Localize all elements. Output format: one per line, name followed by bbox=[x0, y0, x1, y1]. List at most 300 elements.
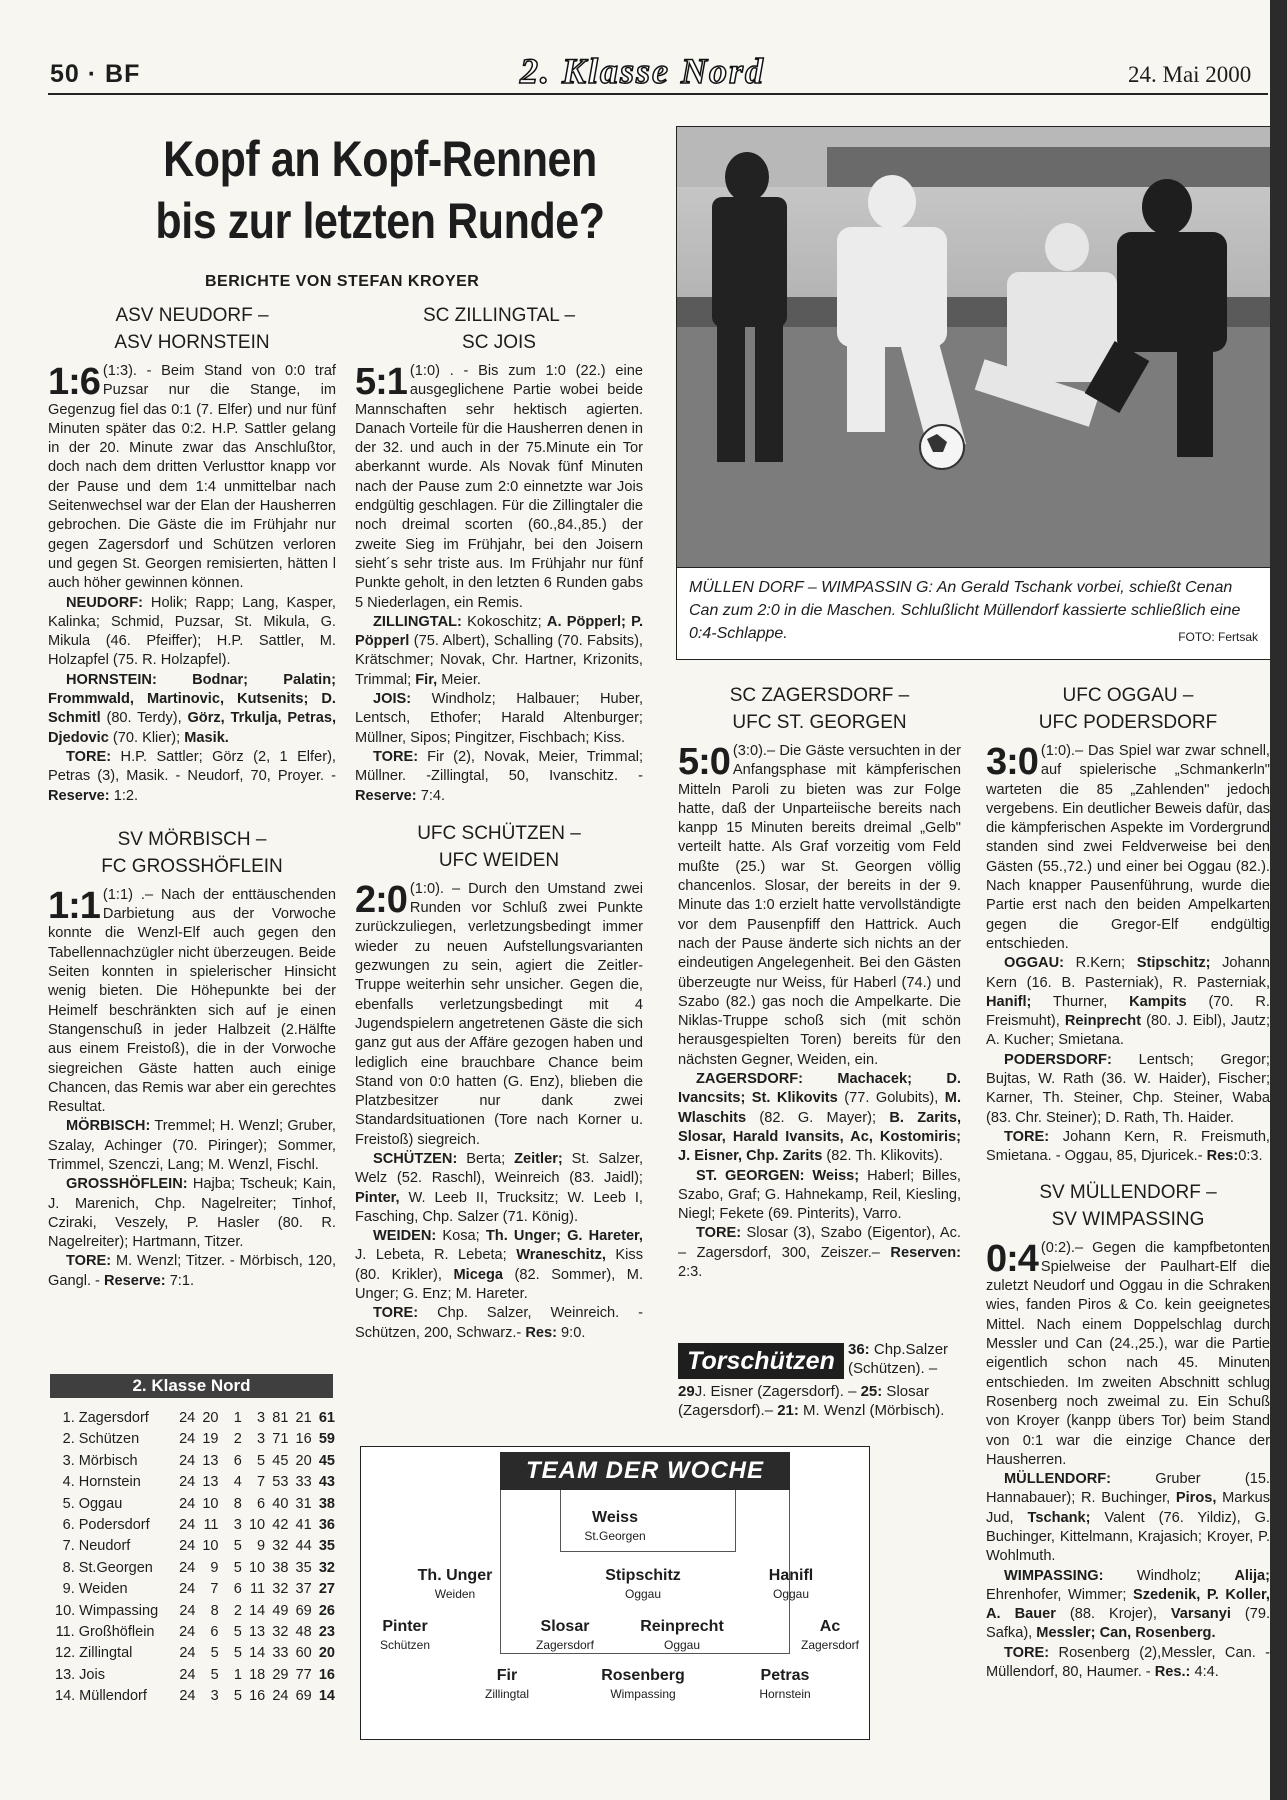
table-row bbox=[55, 1536, 335, 1557]
match-title-neudorf bbox=[48, 302, 336, 356]
points: 14 bbox=[318, 1688, 335, 1705]
stat-cell: 3 bbox=[257, 1431, 266, 1448]
points: 43 bbox=[318, 1474, 335, 1491]
stat-cell: 38 bbox=[272, 1559, 289, 1576]
team-player bbox=[350, 1617, 460, 1653]
lineup-zillingtal bbox=[355, 613, 643, 690]
lineup-label: PODERSDORF: bbox=[1004, 1051, 1112, 1068]
stat-cell: 11. bbox=[55, 1623, 75, 1640]
stat-cell: 24 bbox=[179, 1410, 196, 1426]
title-line: ASV HORNSTEIN bbox=[114, 332, 270, 353]
stat-cell: 10 bbox=[202, 1538, 219, 1555]
stat-cell: 11 bbox=[203, 1516, 219, 1533]
table-row bbox=[55, 1579, 335, 1600]
lineup-bold: A. Pöpperl; P. Pöpperl bbox=[355, 613, 644, 650]
lineup-bold: M. Wlaschits bbox=[678, 1090, 961, 1126]
league-table-title: 2. Klasse Nord bbox=[50, 1374, 333, 1398]
lineup-bold: Hanifl; bbox=[986, 993, 1032, 1010]
table-row bbox=[55, 1494, 335, 1515]
byline: BERICHTE VON STEFAN KROYER bbox=[205, 273, 480, 290]
lineup-bold: Reinprecht bbox=[1064, 1013, 1142, 1030]
lineup-text: R.Kern; bbox=[1064, 955, 1137, 972]
reserve-label: Reserve: bbox=[355, 787, 417, 804]
match-title-muellendorf bbox=[986, 1179, 1270, 1233]
article-body: (1:0).– Das Spiel war zwar schnell, auf spielerische „Schmankerln" warteten die 85 „Zahlenden" jedoch vergebens. Ein deutlicher Beweis dafür, das die kämpferischen Aspekte im Vordergrund standen sind zwei Feldverweise bei den Gästen (55.,72.) und einer bei Oggau (82.). Nach knapper Pausenführung, wurde die Partie erst nach den beiden Ampelkarten gegen die Gregor-Elf endgültig entschieden. bbox=[986, 743, 1270, 952]
lineup-text: Haberl; Billes, Szabo, Graf; G. Hahnekamp, Reil, Kiesling, Niegl; Fekete (69. Pinterits), Varro. bbox=[678, 1167, 961, 1223]
photo-caption bbox=[676, 568, 1271, 660]
scorer-name: Slosar (Zagersdorf).– bbox=[678, 1383, 929, 1419]
lineup-label: ZILLINGTAL: bbox=[373, 613, 462, 630]
column-3 bbox=[678, 682, 961, 1282]
table-row bbox=[55, 1686, 335, 1707]
scorer-goals: 29 bbox=[678, 1383, 695, 1400]
goals-neudorf bbox=[48, 748, 336, 806]
lineup-label: HORNSTEIN: Bodnar; Palatin; Frommwald, Martinovic, Kutsenits; D. Schmitl bbox=[48, 671, 336, 727]
stat-cell: 31 bbox=[295, 1495, 312, 1512]
points: 35 bbox=[318, 1538, 335, 1555]
issue-date: 24. Mai 2000 bbox=[1128, 62, 1252, 87]
lineup-text: Holik; Rapp; Lang, Kasper, Kalinka; Schmid, Puzsar, St. Mikula, G. Mikula (46. Pfeiffer); H.P. Sattler, M. Holzapfel (75. R. Holzapfel). bbox=[48, 594, 336, 669]
team-name: Jois bbox=[79, 1666, 105, 1683]
stat-cell: 7 bbox=[257, 1474, 266, 1491]
stat-cell: 24 bbox=[179, 1623, 196, 1640]
scorer-goals: 36: bbox=[848, 1341, 870, 1358]
goals-label: TORE: bbox=[696, 1225, 742, 1242]
stat-cell: 13 bbox=[202, 1452, 219, 1469]
team-name: Großhöflein bbox=[78, 1623, 155, 1640]
stat-cell: 42 bbox=[272, 1516, 289, 1533]
goals-muellendorf bbox=[986, 1644, 1270, 1683]
lineup-zagersdorf bbox=[678, 1070, 961, 1166]
team-name: Zillingtal bbox=[79, 1645, 133, 1662]
stat-cell: 21 bbox=[295, 1410, 312, 1426]
title-line: SC ZAGERSDORF – bbox=[729, 685, 910, 706]
stat-cell: 10. bbox=[55, 1602, 76, 1619]
team-player bbox=[560, 1508, 670, 1544]
team-name: Schützen bbox=[78, 1431, 140, 1448]
lineup-text: Berta; bbox=[457, 1150, 515, 1167]
stat-cell: 32 bbox=[272, 1581, 289, 1598]
table-row bbox=[55, 1515, 335, 1536]
stat-cell: 37 bbox=[295, 1581, 312, 1598]
stat-cell: 29 bbox=[272, 1666, 289, 1683]
player-name: Th. Unger bbox=[417, 1567, 493, 1584]
lineup-label: MÜLLENDORF: bbox=[1004, 1471, 1112, 1488]
reserve-label: Reserven: bbox=[890, 1244, 961, 1261]
scorer-goals: 25: bbox=[860, 1383, 883, 1400]
lineup-text: Ehrenhofer, Wimmer; bbox=[986, 1586, 1133, 1603]
stat-cell: 13. bbox=[55, 1666, 76, 1683]
lineup-text: Valent (76. Yildiz), G. Buchinger, Kittelmann, Krajasich; Kroyer, P. Wohlmuth. bbox=[986, 1509, 1270, 1565]
lineup-bold: Kampits bbox=[1129, 993, 1187, 1010]
stat-cell: 16 bbox=[295, 1431, 312, 1448]
article-neudorf bbox=[48, 362, 336, 594]
article-body: (1:0). – Durch den Umstand zwei Runden vor Schluß zwei Punkte zurückzuliegen, verletzungsbedingt immer wieder zu neuen Aufstellungsvarianten gezwungen zu sein, agiert die Zeitler-Truppe weiterhin sehr unsicher. Gegen die, ebenfalls verletzungsbedingt mit 4 Jugendspielern angetretenen Gäste die sich ganz gut aus der Affäre gezogen haben und lediglich eine brauchbare Chance beim Stand von 0:0 hatten (G. Enz), blieben die Platzbesitzer nur dank zwei Standardsituationen (Tore nach Korner u. Freistoß) siegreich. bbox=[355, 880, 643, 1148]
lineup-oggau bbox=[986, 954, 1270, 1050]
points: 38 bbox=[318, 1495, 335, 1512]
lineup-text: (82. G. Mayer); bbox=[746, 1109, 890, 1126]
goals-text: H.P. Sattler; Görz (2, 1 Elfer), Petras (3), Masik. - Neudorf, 70, Proyer. - bbox=[48, 748, 336, 785]
stat-cell: 10 bbox=[248, 1559, 266, 1576]
player-name: Stipschitz bbox=[605, 1567, 681, 1584]
points: 27 bbox=[318, 1581, 335, 1598]
goals-zillingtal bbox=[355, 748, 643, 806]
team-player bbox=[510, 1617, 620, 1653]
match-title-zagersdorf bbox=[678, 682, 961, 736]
team-name: Neudorf bbox=[78, 1538, 131, 1555]
stat-cell: 2. bbox=[62, 1431, 75, 1448]
page-number: 50 · BF bbox=[50, 60, 141, 88]
reserve-text: 1:2. bbox=[109, 787, 139, 804]
lineup-bold: Masik. bbox=[184, 729, 229, 746]
stat-cell: 5 bbox=[257, 1452, 266, 1469]
stat-cell: 8 bbox=[233, 1495, 242, 1512]
article-body: (1:1) .– Nach der enttäuschenden Darbietung aus der Vorwoche konnte die Wenzl-Elf auch gegen den Tabellennachzügler nicht überzeugen. Beide Seiten konnten in spielerischer Hinsicht wenig bieten. Die Höhepunkte bei der Heimelf beschränkten sich auf je einen Stangenschuß in jeder Halbzeit (2.Hälfte aus einem Freistoß), die in der Vorwoche siegreichen Gäste hatten auch einige Chancen, das Remis war aber ein gerechtes Resultat. bbox=[48, 886, 336, 1116]
title-line: SV WIMPASSING bbox=[1051, 1208, 1205, 1230]
title-line: UFC WEIDEN bbox=[438, 849, 560, 871]
lineup-bold: B. Zarits, Slosar, Harald Ivansits, Ac, Kostomiris; J. Eisner, Chp. Zarits bbox=[678, 1109, 961, 1165]
stat-cell: 4 bbox=[233, 1474, 242, 1491]
team-name: Müllendorf bbox=[79, 1688, 147, 1705]
stat-cell: 4. bbox=[62, 1474, 75, 1491]
lineup-text: (80. Terdy), bbox=[100, 710, 188, 727]
stat-cell: 5 bbox=[210, 1645, 219, 1662]
caption-text: MÜLLEN DORF – WIMPASSIN G: An Gerald Tschank vorbei, schießt Cenan Can zum 2:0 in die Maschen. Schlußlicht Müllendorf kassierte schließlich eine 0:4-Schlappe. bbox=[689, 579, 1241, 642]
player-club: Schützen bbox=[379, 1638, 431, 1652]
score: 5:1 bbox=[355, 361, 407, 403]
lineup-text: (70. R. Freismuht), bbox=[986, 993, 1270, 1030]
player-club: Oggau bbox=[663, 1638, 701, 1652]
match-photo bbox=[676, 126, 1271, 568]
stat-cell: 24 bbox=[179, 1538, 196, 1555]
stat-cell: 8 bbox=[210, 1602, 219, 1619]
stat-cell: 6 bbox=[233, 1452, 242, 1469]
points: 16 bbox=[318, 1666, 335, 1683]
stat-cell: 24 bbox=[179, 1666, 196, 1683]
team-player bbox=[588, 1666, 698, 1702]
table-row bbox=[55, 1622, 335, 1643]
lineup-text: J. Lebeta, R. Lebeta; bbox=[355, 1247, 517, 1264]
lineup-bold: Micega bbox=[453, 1266, 503, 1283]
scorers-text-2 bbox=[678, 1382, 958, 1420]
page-edge bbox=[1270, 0, 1287, 1800]
player-club: Zagersdorf bbox=[535, 1638, 595, 1652]
title-line: UFC OGGAU – bbox=[1062, 685, 1194, 706]
stat-cell: 2 bbox=[233, 1431, 242, 1448]
lineup-text: Markus Jud, bbox=[986, 1490, 1270, 1526]
lineup-text: (75. Albert), Schalling (70. Fabsits), Krätschmer; Novak, Chr. Hartner, Krizonits, Trimmal; bbox=[355, 633, 643, 688]
stat-cell: 3 bbox=[210, 1688, 219, 1705]
stat-cell: 32 bbox=[272, 1623, 289, 1640]
stat-cell: 60 bbox=[295, 1645, 312, 1662]
score: 0:4 bbox=[986, 1237, 1038, 1280]
lineup-bold: Zeitler; bbox=[514, 1150, 563, 1167]
stat-cell: 49 bbox=[272, 1602, 289, 1619]
goals-text: Slosar (3), Szabo (Eigentor), Ac. – Zagersdorf, 300, Zeiszer.– bbox=[678, 1225, 961, 1261]
player-name: Fir bbox=[496, 1667, 518, 1684]
score: 3:0 bbox=[986, 741, 1038, 783]
goals-text: Rosenberg (2),Messler, Can. - Müllendorf, 80, Haumer. - bbox=[986, 1644, 1270, 1681]
stat-cell: 14 bbox=[249, 1645, 266, 1662]
score: 1:6 bbox=[48, 361, 100, 403]
team-player bbox=[452, 1666, 562, 1702]
lineup-muellendorf bbox=[986, 1470, 1270, 1566]
goals-label: TORE: bbox=[1004, 1644, 1050, 1661]
title-line: UFC ST. GEORGEN bbox=[732, 712, 907, 733]
stat-cell: 77 bbox=[295, 1666, 312, 1683]
stat-cell: 45 bbox=[272, 1452, 289, 1469]
stat-cell: 1 bbox=[233, 1410, 242, 1426]
stat-cell: 35 bbox=[295, 1559, 312, 1576]
lineup-text: Lentsch; Gregor; Bujtas, W. Rath (36. W. Haider), Fischer; Karner, Th. Steiner, Chp. Steiner, Waba (83. Chr. Steiner); D. Rath, Th. Haider. bbox=[986, 1051, 1270, 1126]
team-name: Zagersdorf bbox=[78, 1410, 149, 1426]
match-title-oggau bbox=[986, 682, 1270, 736]
title-line: SV MÖRBISCH – bbox=[117, 828, 267, 850]
stat-cell: 16 bbox=[249, 1688, 266, 1705]
title-line: UFC PODERSDORF bbox=[1038, 712, 1218, 733]
stat-cell: 10 bbox=[248, 1516, 266, 1533]
team-of-the-week-title: TEAM DER WOCHE bbox=[500, 1452, 790, 1490]
stat-cell: 20 bbox=[202, 1410, 219, 1426]
points: 23 bbox=[318, 1623, 335, 1640]
stat-cell: 11 bbox=[250, 1581, 266, 1598]
article-body: (3:0).– Die Gäste versuchten in der Anfangsphase mit kämpferischen Mitteln Paroli zu bieten was zur Folge hatte, daß der Unparteiische bereits nach kanpp 15 Minuten bereits dreimal „Gelb" verteilt hatte. Als Graf vorzeitig vom Feld mußte (25.) war St. Georgen völlig chancenlos. Slosar, der bereits in der 9. Minute das 1:0 erzielt hatte vervollständigte vor dem Pausenpfiff den Hattrick. Auch nach der Pause änderte sich nichts an der eindeutigen Angelegenheit. Bei den Gästen überzeugte nur Weiss, für Haberl (74.) und Szabo (82.) gas noch die Ampelkarte. Die Niklas-Truppe schoß sich (mit schön herausgespielten Toren) bereits für den nächsten Gegner, Weiden, ein. bbox=[678, 743, 961, 1068]
stat-cell: 12. bbox=[55, 1645, 76, 1662]
lineup-schuetzen bbox=[355, 1150, 643, 1227]
reserve-label: Res.: bbox=[1154, 1664, 1191, 1681]
lineup-text: Thurner, bbox=[1031, 993, 1130, 1010]
stat-cell: 13 bbox=[202, 1474, 219, 1491]
lineup-text: (77. Golubits), bbox=[837, 1090, 945, 1107]
stat-cell: 24 bbox=[179, 1581, 196, 1598]
reserve-text: 4:4. bbox=[1190, 1664, 1219, 1681]
player-club: Wimpassing bbox=[610, 1687, 676, 1701]
stat-cell: 8. bbox=[62, 1559, 75, 1576]
lineup-wimpassing bbox=[986, 1567, 1270, 1644]
lineup-jois bbox=[355, 690, 643, 748]
lineup-text: Gruber (15. Hannabauer); R. Buchinger, bbox=[986, 1471, 1270, 1507]
photo-credit: FOTO: Fertsak bbox=[1178, 630, 1258, 644]
stat-cell: 32 bbox=[272, 1538, 289, 1555]
team-player bbox=[730, 1666, 840, 1702]
section-title: 2. Klasse Nord bbox=[520, 51, 766, 91]
lineup-label: NEUDORF: bbox=[66, 594, 144, 611]
article-schuetzen bbox=[355, 880, 643, 1150]
match-title-moerbisch bbox=[48, 826, 336, 880]
lineup-text: Meier. bbox=[437, 671, 481, 688]
stat-cell: 7. bbox=[62, 1538, 75, 1555]
column-2 bbox=[355, 302, 643, 1343]
stat-cell: 5 bbox=[233, 1688, 242, 1705]
points: 45 bbox=[318, 1452, 335, 1469]
stat-cell: 3 bbox=[257, 1410, 266, 1426]
lineup-hornstein bbox=[48, 671, 336, 748]
headline-line-1: Kopf an Kopf-Rennen bbox=[163, 131, 597, 187]
table-row bbox=[55, 1643, 335, 1664]
player-club: St.Georgen bbox=[584, 1529, 646, 1543]
team-name: Mörbisch bbox=[78, 1452, 138, 1469]
goals-zagersdorf bbox=[678, 1224, 961, 1282]
table-row bbox=[55, 1429, 335, 1450]
team-name: Wimpassing bbox=[79, 1602, 159, 1619]
score: 5:0 bbox=[678, 741, 730, 783]
scorer-name: J. Eisner (Zagersdorf). – bbox=[694, 1383, 861, 1400]
lineup-text: Tremmel; H. Wenzl; Gruber, Szalay, Achinger (70. Piringer); Sommer, Trimmel, Szenczi, Lang; M. Wenzl, Fischl. bbox=[48, 1118, 336, 1173]
goals-oggau bbox=[986, 1128, 1270, 1167]
lineup-weiden bbox=[355, 1227, 643, 1304]
table-row bbox=[55, 1408, 335, 1429]
player-club: Zillingtal bbox=[484, 1687, 529, 1701]
goals-text: M. Wenzl; Titzer. - Mörbisch, 120, Gangl. - bbox=[48, 1253, 336, 1289]
stat-cell: 9 bbox=[210, 1559, 219, 1576]
title-line: ASV NEUDORF – bbox=[115, 305, 269, 326]
title-line: FC GROSSHÖFLEIN bbox=[101, 855, 283, 877]
stat-cell: 24 bbox=[179, 1559, 196, 1576]
reserve-text: 2:3. bbox=[678, 1264, 703, 1281]
stat-cell: 7 bbox=[210, 1581, 219, 1598]
team-player bbox=[627, 1617, 737, 1653]
player-name: Ac bbox=[819, 1618, 841, 1635]
table-row bbox=[55, 1601, 335, 1622]
lineup-label: MÖRBISCH: bbox=[66, 1118, 151, 1135]
title-line: SV MÜLLENDORF – bbox=[1039, 1181, 1217, 1203]
goals-label: TORE: bbox=[1004, 1128, 1050, 1145]
table-row bbox=[55, 1451, 335, 1472]
title-line: UFC SCHÜTZEN – bbox=[417, 822, 581, 844]
stat-cell: 6 bbox=[257, 1495, 266, 1512]
points: 20 bbox=[318, 1645, 335, 1662]
stat-cell: 5 bbox=[210, 1666, 219, 1683]
player-club: Zagersdorf bbox=[800, 1638, 860, 1652]
team-player bbox=[775, 1617, 885, 1653]
team-name: Oggau bbox=[78, 1495, 123, 1512]
lineup-bold: Varsanyi bbox=[1170, 1606, 1231, 1623]
player-name: Petras bbox=[760, 1667, 810, 1684]
points: 59 bbox=[318, 1431, 335, 1448]
lineup-bold: Wraneschitz, bbox=[516, 1247, 606, 1264]
stat-cell: 3. bbox=[62, 1452, 75, 1469]
reserve-text: 9:0. bbox=[556, 1324, 586, 1341]
points: 32 bbox=[318, 1559, 335, 1576]
lineup-text: Windholz; Halbauer; Huber, Lentsch, Ethofer; Harald Altenburger; Müllner, Sipos; Pingitzer, Fischbach; Kiss. bbox=[355, 691, 643, 746]
player-name: Slosar bbox=[540, 1618, 590, 1635]
title-line: SC JOIS bbox=[462, 332, 536, 353]
lineup-text: (70. Klier); bbox=[108, 729, 185, 746]
goals-text: Fir (2), Novak, Meier, Trimmal; Müllner. -Zillingtal, 50, Ivanschitz. - bbox=[355, 748, 643, 785]
goals-label: TORE: bbox=[66, 1253, 112, 1270]
goals-label: TORE: bbox=[373, 1305, 419, 1322]
stat-cell: 5 bbox=[233, 1623, 242, 1640]
stat-cell: 41 bbox=[295, 1516, 312, 1533]
lineup-text: (82. Sommer), M. Unger; G. Enz; M. Hareter. bbox=[355, 1266, 644, 1303]
stat-cell: 6. bbox=[62, 1516, 75, 1533]
goals-text: Johann Kern, R. Freismuth, Smietana. - Oggau, 85, Djuricek.- bbox=[986, 1128, 1270, 1165]
stat-cell: 9. bbox=[62, 1581, 75, 1598]
goals-moerbisch bbox=[48, 1252, 336, 1291]
team-player bbox=[736, 1566, 846, 1602]
match-title-zillingtal bbox=[355, 302, 643, 356]
table-row bbox=[55, 1665, 335, 1686]
stat-cell: 24 bbox=[179, 1645, 196, 1662]
lineup-bold: Th. Unger; G. Hareter, bbox=[485, 1228, 643, 1245]
article-oggau bbox=[986, 742, 1270, 954]
article-body: (0:2).– Gegen die kampfbetonten Spielweise der Paulhart-Elf die zuletzt Neudorf und Oggau in die Schraken wies, fanden Piros & Co. kein geeignetes Mittel. Nach einem Doppelschlag durch Messler und Can (24.,25.), war die Partie eigentlich schon nach 45. Minuten entschieden. Im zweiten Abschnitt schlug Rosenberg noch zweimal zu. Ein Schuß von Kroyer (kanpp übers Tor) beim Stand von 0:1 war die einzige Chance der Hausherren. bbox=[986, 1239, 1270, 1468]
lineup-bold: Fir, bbox=[415, 671, 438, 688]
lineup-label: WEIDEN: bbox=[373, 1228, 437, 1245]
scorers-text-1 bbox=[848, 1340, 958, 1378]
lineup-label: OGGAU: bbox=[1004, 955, 1064, 972]
stat-cell: 10 bbox=[202, 1495, 219, 1512]
lineup-bold: Stipschitz; bbox=[1136, 955, 1211, 972]
stat-cell: 81 bbox=[272, 1410, 289, 1426]
team-name: Weiden bbox=[78, 1581, 128, 1598]
lineup-label: GROSSHÖFLEIN: bbox=[66, 1176, 188, 1193]
stat-cell: 44 bbox=[295, 1538, 312, 1555]
lineup-text: Hajba; Tscheuk; Kain, J. Marenich, Chp. Nagelreiter; Tinhof, Cziraki, Veszely, P. Hasler (80. R. Nagelreiter); Hartmann, Titzer. bbox=[48, 1176, 336, 1251]
stat-cell: 53 bbox=[272, 1474, 289, 1491]
article-zagersdorf bbox=[678, 742, 961, 1070]
lineup-text: (88. Krojer), bbox=[1055, 1606, 1171, 1623]
team-player bbox=[588, 1566, 698, 1602]
lineup-text: St. Salzer, Welz (52. Raschl), Weinreich (83. Jaidl); bbox=[355, 1150, 643, 1187]
stat-cell: 24 bbox=[179, 1688, 196, 1705]
score: 1:1 bbox=[48, 884, 100, 927]
scorer-name: Chp.Salzer (Schützen). – bbox=[848, 1341, 949, 1377]
title-line: SC ZILLINGTAL – bbox=[422, 305, 576, 326]
stat-cell: 48 bbox=[295, 1623, 312, 1640]
goals-label: TORE: bbox=[66, 748, 112, 765]
reserve-label: Reserve: bbox=[48, 787, 110, 804]
headline-line-2: bis zur letzten Runde? bbox=[155, 193, 605, 249]
stat-cell: 69 bbox=[295, 1688, 312, 1705]
column-4 bbox=[986, 682, 1270, 1682]
player-name: Pinter bbox=[382, 1618, 428, 1635]
player-name: Weiss bbox=[592, 1509, 638, 1526]
player-club: Weiden bbox=[434, 1587, 476, 1601]
reserve-label: Res: bbox=[525, 1324, 557, 1341]
team-name: St.Georgen bbox=[78, 1559, 153, 1576]
lineup-grosshoeflein bbox=[48, 1175, 336, 1252]
lineup-text: Kosa; bbox=[436, 1228, 486, 1245]
stat-cell: 40 bbox=[272, 1495, 289, 1512]
lineup-label: ZAGERSDORF: Machacek; D. Ivancsits; St. Klikovits bbox=[678, 1071, 961, 1107]
stat-cell: 24 bbox=[179, 1452, 196, 1469]
team-name: Hornstein bbox=[78, 1474, 141, 1491]
stat-cell: 33 bbox=[272, 1645, 289, 1662]
stat-cell: 5 bbox=[233, 1559, 242, 1576]
article-zillingtal bbox=[355, 362, 643, 613]
player-club: Oggau bbox=[772, 1587, 810, 1601]
stat-cell: 71 bbox=[272, 1431, 289, 1448]
league-table bbox=[55, 1408, 335, 1707]
stat-cell: 5. bbox=[62, 1495, 75, 1512]
article-body: (1:3). - Beim Stand von 0:0 traf Puzsar nur die Stange, im Gegenzug fiel das 0:1 (7. Elfer) und nur fünf Minuten später das 0:2. H.P. Sattler gelang in der 20. Minute zwar das Anschlußtor, doch nach dem dritten Verlusttor knapp vor der Pause und dem 1:4 unmittelbar nach Seitenwechsel war der Elan der Hausherren gebrochen. Die Gäste die im Frühjahr nur gegen Zagersdorf und Schützen verloren und gegen St. Georgen remisierten, hätten l auch höher gewinnen können. bbox=[48, 363, 336, 592]
lineup-bold: Alija; bbox=[1234, 1567, 1270, 1584]
stat-cell: 24 bbox=[179, 1495, 196, 1512]
stat-cell: 1 bbox=[233, 1666, 242, 1683]
team-name: Podersdorf bbox=[78, 1516, 150, 1533]
stat-cell: 24 bbox=[272, 1688, 289, 1705]
match-title-schuetzen bbox=[355, 820, 643, 874]
lineup-bold: Görz, Trkulja, Petras, Djedovic bbox=[48, 710, 336, 746]
player-club: Oggau bbox=[624, 1587, 662, 1601]
player-name: Hanifl bbox=[768, 1567, 814, 1584]
goals-schuetzen bbox=[355, 1304, 643, 1343]
lineup-bold: Tschank; bbox=[1027, 1509, 1091, 1526]
lineup-moerbisch bbox=[48, 1117, 336, 1175]
stat-cell: 20 bbox=[295, 1452, 312, 1469]
stat-cell: 13 bbox=[248, 1623, 266, 1640]
